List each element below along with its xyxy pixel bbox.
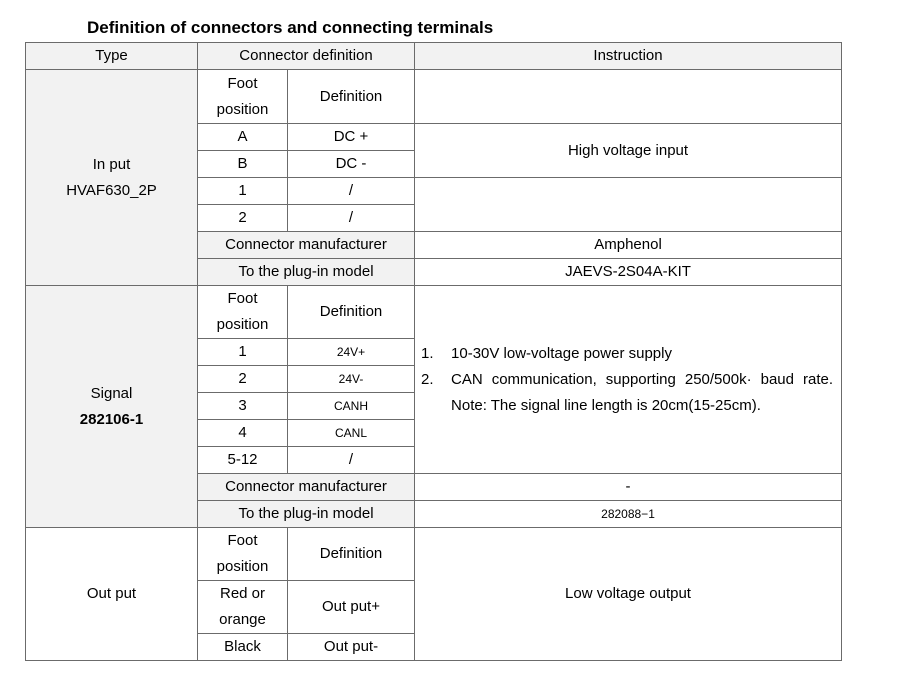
pin-definition: / [288, 205, 415, 232]
pin-position: Black [198, 634, 288, 661]
pin-position: 1 [198, 178, 288, 205]
foot-position-header: Foot position [198, 528, 288, 581]
list-item: CAN communication, supporting 250/500k· baud rate. Note: The signal line length is 20cm(15-25cm). [451, 370, 834, 414]
input-type-label: In put [92, 155, 131, 173]
input-plugin-model: JAEVS-2S04A-KIT [415, 259, 842, 286]
table-row [26, 528, 842, 581]
header-connector-definition: Connector definition [198, 43, 415, 70]
pin-definition: CANH [288, 393, 415, 420]
pin-definition: 24V+ [288, 339, 415, 366]
signal-manufacturer: - [415, 474, 842, 501]
foot-position-header: Foot position [198, 70, 288, 124]
document-title: Definition of connectors and connecting terminals [87, 18, 494, 37]
plugin-model-label: To the plug-in model [198, 501, 415, 528]
pin-definition: DC + [288, 124, 415, 151]
signal-instruction-list [451, 341, 833, 419]
pin-position: 2 [198, 205, 288, 232]
foot-position-header: Foot position [198, 286, 288, 339]
pin-definition: 24V- [288, 366, 415, 393]
pin-definition: Out put- [288, 634, 415, 661]
pin-position: 5-12 [198, 447, 288, 474]
output-type-label: Out put [86, 585, 137, 602]
pin-position: 1 [198, 339, 288, 366]
table-row [26, 286, 842, 339]
pin-position: Red or orange [198, 581, 288, 634]
input-type-model: HVAF630_2P [66, 181, 157, 199]
list-item: 10-30V low-voltage power supply [451, 344, 672, 362]
signal-type-model: 282106-1 [79, 410, 144, 428]
pin-definition: / [288, 178, 415, 205]
input-instruction: High voltage input [415, 124, 842, 178]
table-row [26, 70, 842, 124]
definition-header: Definition [288, 528, 415, 581]
signal-type-cell [26, 286, 198, 528]
pin-definition: Out put+ [288, 581, 415, 634]
pin-definition: / [288, 447, 415, 474]
pin-definition: DC - [288, 151, 415, 178]
manufacturer-label: Connector manufacturer [198, 474, 415, 501]
plugin-model-label: To the plug-in model [198, 259, 415, 286]
output-type-cell [26, 528, 198, 661]
header-row [26, 43, 842, 70]
signal-instruction [415, 286, 842, 474]
manufacturer-label: Connector manufacturer [198, 232, 415, 259]
header-type: Type [26, 43, 198, 70]
pin-position: 2 [198, 366, 288, 393]
pin-position: 4 [198, 420, 288, 447]
definition-header: Definition [288, 286, 415, 339]
empty-cell [415, 70, 842, 124]
output-instruction: Low voltage output [415, 528, 842, 661]
pin-position: A [198, 124, 288, 151]
pin-definition: CANL [288, 420, 415, 447]
header-instruction: Instruction [415, 43, 842, 70]
input-manufacturer: Amphenol [415, 232, 842, 259]
signal-type-label: Signal [90, 384, 133, 402]
pin-position: B [198, 151, 288, 178]
input-type-cell [26, 70, 198, 286]
pin-position: 3 [198, 393, 288, 420]
connector-table [25, 42, 842, 661]
definition-header: Definition [288, 70, 415, 124]
empty-cell [415, 178, 842, 232]
signal-plugin-model: 282088−1 [415, 501, 842, 528]
